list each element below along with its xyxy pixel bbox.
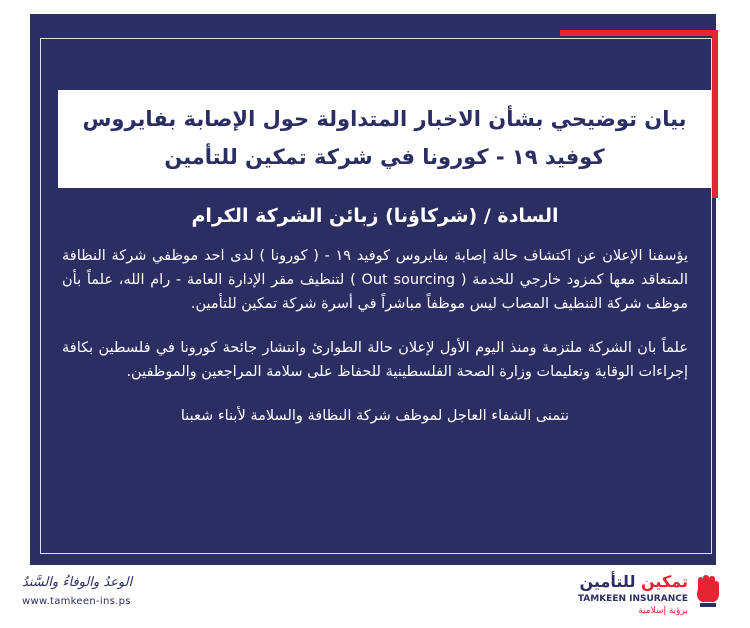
logo-arabic-prefix: تمكين: [641, 572, 688, 591]
title-box: [58, 90, 711, 188]
logo-english-name: TAMKEEN INSURANCE: [577, 594, 688, 604]
paragraph-commitment: علماً بان الشركة ملتزمة ومنذ اليوم الأول لإعلان حالة الطوارئ وانتشار جائحة كورونا في فلسطين بكافة إجراءات الوقاية وتعليمات وزارة الصحة الفلسطينية للحفاظ على سلامة المراجعين والموظفين.: [62, 340, 688, 380]
title-line-1: بيان توضيحي بشأن الاخبار المتداولة حول الإصابة بفايروس: [82, 107, 687, 131]
raised-fist-icon: [692, 574, 720, 608]
title-line-2: كوفيد ١٩ - كورونا في شركة تمكين للتأمين: [164, 145, 605, 169]
closing-wish: نتمنى الشفاء العاجل لموظف شركة النظافة والسلامة لأبناء شعبنا: [180, 408, 570, 424]
slogan: الوعدُ والوفاءُ والسَّندُ: [22, 575, 133, 590]
footer-left: [22, 575, 172, 607]
logo-arabic-suffix: للتأمين: [579, 572, 636, 591]
website-link[interactable]: www.tamkeen-ins.ps: [22, 596, 131, 607]
greeting: السادة / (شركاؤنا) زبائن الشركة الكرام: [191, 205, 559, 227]
statement-body: [62, 200, 688, 428]
paragraph-announcement: يؤسفنا الإعلان عن اكتشاف حالة إصابة بفايروس كوفيد ١٩ - ( كورونا ) لدى احد موظفي شركة النظافة المتعاقد معها كمزود خارجي للخدمة ( Out sourcing ) لتنظيف مقر الإدارة العامة - رام الله، علماً بأن موظف شركة التنظيف المصاب ليس موظفاً مباشراً في أسرة شركة تمكين للتأمين.: [62, 248, 688, 312]
logo-arabic-name: [580, 572, 688, 591]
logo-tagline: برؤية إسلامية: [638, 606, 688, 616]
tamkeen-logo: [577, 570, 720, 620]
